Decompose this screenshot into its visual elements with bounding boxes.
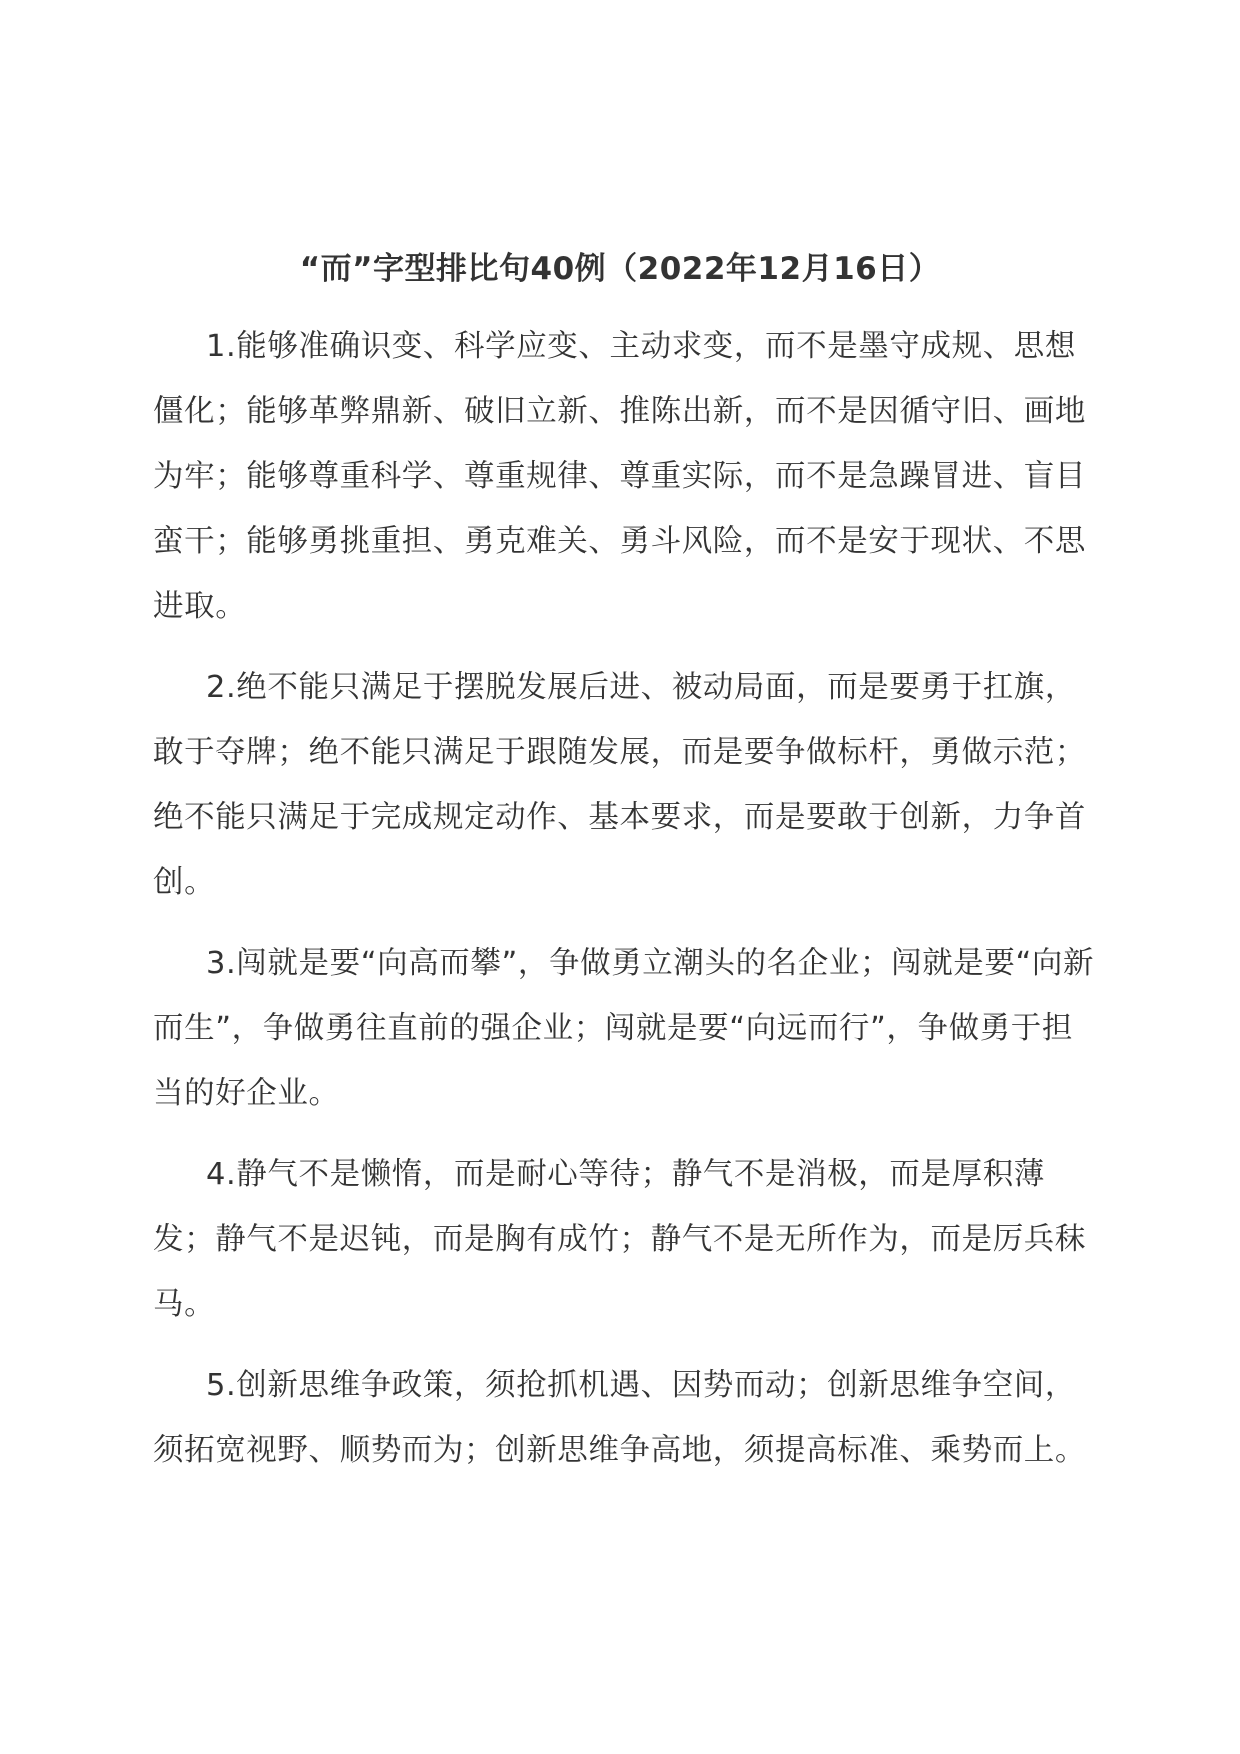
- paragraph-3: 3.闯就是要“向高而攀”，争做勇立潮头的名企业；闯就是要“向新而生”，争做勇往直前的强企业；闯就是要“向远而行”，争做勇于担当的好企业。: [153, 946, 1095, 1111]
- paragraph-2: 2.绝不能只满足于摆脱发展后进、被动局面，而是要勇于扛旗，敢于夺牌；绝不能只满足于跟随发展，而是要争做标杆，勇做示范；绝不能只满足于完成规定动作、基本要求，而是要敢于创新，力争首创。: [153, 670, 1086, 900]
- document-body: [153, 314, 1103, 1499]
- paragraph-1: 1.能够准确识变、科学应变、主动求变，而不是墨守成规、思想僵化；能够革弊鼎新、破旧立新、推陈出新，而不是因循守旧、画地为牢；能够尊重科学、尊重规律、尊重实际，而不是急躁冒进、盲目蛮干；能够勇挑重担、勇克难关、勇斗风险，而不是安于现状、不思进取。: [153, 329, 1086, 624]
- paragraph-5: 5.创新思维争政策，须抢抓机遇、因势而动；创新思维争空间，须拓宽视野、顺势而为；创新思维争高地，须提高标准、乘势而上。: [153, 1368, 1086, 1468]
- paragraph-4: 4.静气不是懒惰，而是耐心等待；静气不是消极，而是厚积薄发；静气不是迟钝，而是胸有成竹；静气不是无所作为，而是厉兵秣马。: [153, 1157, 1086, 1322]
- document-title: “而”字型排比句40例（2022年12月16日）: [299, 251, 941, 287]
